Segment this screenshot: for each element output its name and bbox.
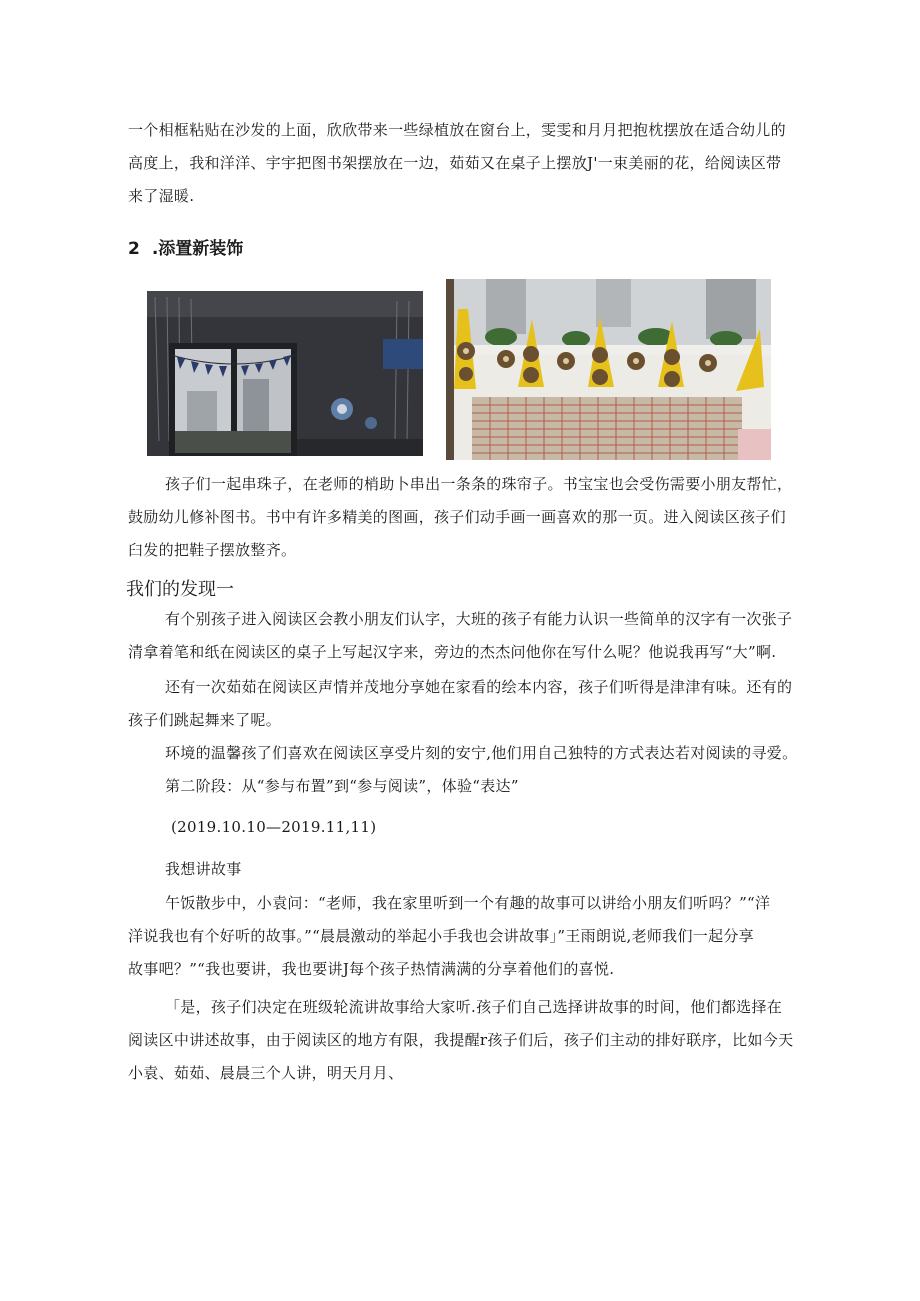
window-decorations-photo <box>446 279 771 460</box>
discovery-p2-line-2: 孩子们跳起舞来了呢。 <box>128 711 282 729</box>
stage2-dates: (2019.10.10—2019.11,11) <box>171 818 377 836</box>
intro-line-3: 来了湿暖. <box>128 187 195 205</box>
intro-line-2: 高度上，我和洋洋、宇宇把图书架摆放在一边，茹茹又在桌子上摆放J'一束美丽的花，给阅读区带 <box>128 154 782 172</box>
story-p2-line-3: 小袁、茹茹、晨晨三个人讲，明天月月、 <box>128 1064 404 1082</box>
intro-line-1: 一个相框粘贴在沙发的上面，欣欣带来一些绿植放在窗台上，雯雯和月月把抱枕摆放在适合幼儿的 <box>128 121 786 139</box>
section-2-heading <box>128 234 243 259</box>
decor-line-2: 鼓励幼儿修补图书。书中有许多精美的图画，孩子们动手画一画喜欢的那一页。进入阅读区孩子们 <box>128 508 786 526</box>
decor-line-3: 臼发的把鞋子摆放整齐。 <box>128 541 297 559</box>
discovery-p1-line-2: 清拿着笔和纸在阅读区的桌子上写起汉字来，旁边的杰杰问他你在写什么呢？他说我再写“大”啊. <box>128 643 777 661</box>
section-2-title: .添置新装饰 <box>151 239 244 259</box>
discovery-p2-line-1: 还有一次茹茹在阅读区声情并茂地分享她在家看的绘本内容，孩子们听得是津津有味。还有的 <box>165 678 793 696</box>
discovery-p3-line-1: 环境的温馨孩了们喜欢在阅读区享受片刻的安宁,他们用自己独特的方式表达若对阅读的寻爱。 <box>165 744 798 762</box>
stage2-title: 第二阶段：从“参与布置”到“参与阅读”，体验“表达” <box>165 777 519 795</box>
story-p1-line-1: 午饭散步中，小袁问：“老师，我在家里听到一个有趣的故事可以讲给小朋友们听吗？”“洋 <box>165 894 771 912</box>
classroom-window-photo <box>147 291 423 456</box>
story-heading: 我想讲故事 <box>165 860 242 878</box>
story-p2-line-1: 「是，孩子们决定在班级轮流讲故事给大家听.孩子们自己选择讲故事的时间，他们都选择在 <box>165 998 783 1016</box>
decor-line-1: 孩子们一起串珠子，在老师的梢助卜串出一条条的珠帘子。书宝宝也会受伤需要小朋友帮忙， <box>165 475 793 493</box>
discovery-heading: 我们的发现一 <box>126 579 234 600</box>
story-p1-line-2: 洋说我也有个好听的故事。”“晨晨激动的举起小手我也会讲故事」”王雨朗说,老师我们一起分享 <box>128 927 754 945</box>
discovery-p1-line-1: 有个别孩子进入阅读区会教小朋友们认字，大班的孩子有能力认识一些简单的汉字有一次张子 <box>165 610 793 628</box>
story-p2-line-2: 阅读区中讲述故事，由于阅读区的地方有限，我提醒r孩子们后，孩子们主动的排好联序，比如今天 <box>128 1031 794 1049</box>
story-p1-line-3: 故事吧？”“我也要讲，我也要讲J每个孩子热情满满的分享着他们的喜悦. <box>128 960 615 978</box>
section-2-number: 2 <box>128 239 140 259</box>
